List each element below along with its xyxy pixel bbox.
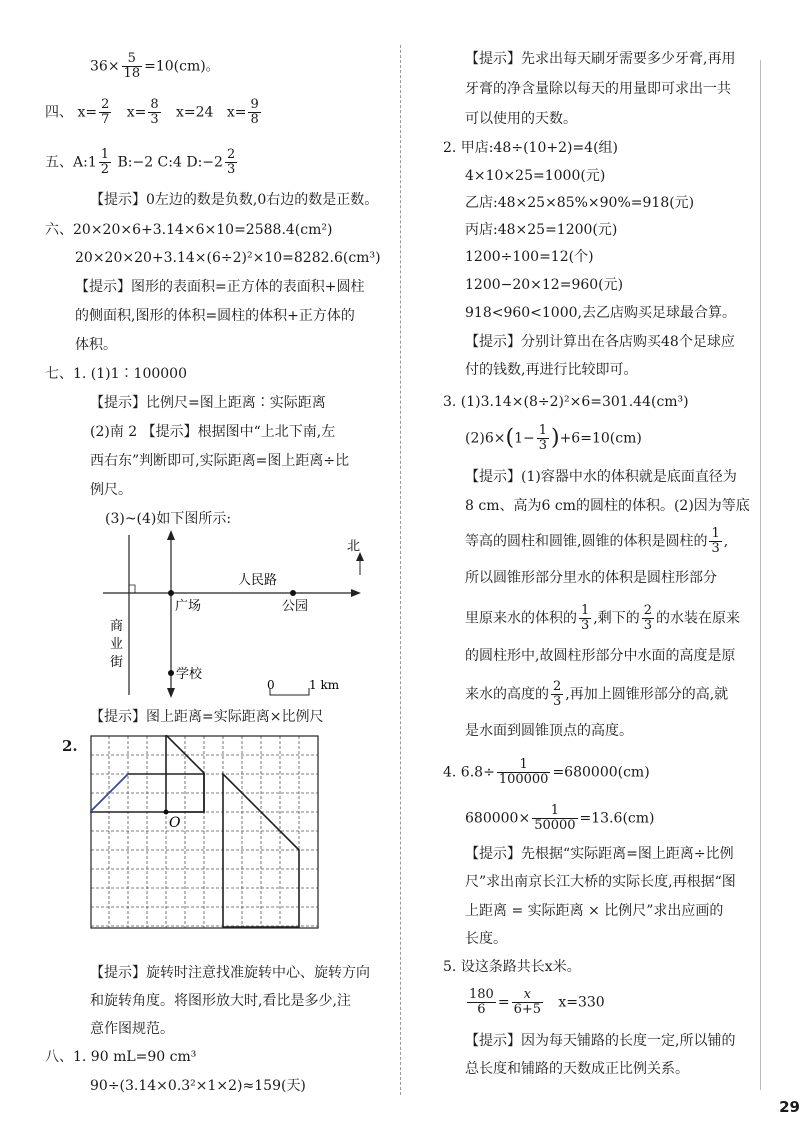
q3-line-1: 3. (1)3.14×(8÷2)²×6=301.44(cm³) <box>443 394 689 410</box>
q5-hint-2: 总长度和铺路的天数成正比例关系。 <box>465 1061 689 1077</box>
section-8-line-1: 八、1. 90 mL=90 cm³ <box>45 1049 197 1065</box>
q4-hint-1: 【提示】先根据“实际距离=图上距离÷比例 <box>465 846 734 862</box>
q4-line-1: 4. 6.8÷ $\frac{1}{100000}$ =680000(cm) <box>443 757 650 787</box>
right-angle-mark <box>129 585 135 593</box>
hint-toothpaste-1: 【提示】先求出每天刷牙需要多少牙膏,再用 <box>465 51 736 67</box>
section-5-answers: 五、A:1 $\frac{1}{2}$ B:−2 C:4 D:−2 $\frac{2}{3}$ <box>45 147 236 177</box>
grid-border <box>91 736 318 928</box>
section-7-hint-2: 【提示】图上距离=实际距离×比例尺 <box>90 709 324 725</box>
q2-line-1: 2. 甲店:48÷(10+2)=4(组) <box>443 140 619 156</box>
section-5-hint: 【提示】0左边的数是负数,0右边的数是正数。 <box>90 192 379 208</box>
origin-point <box>164 810 169 815</box>
q5-hint-1: 【提示】因为每天铺路的长度一定,所以铺的 <box>465 1033 736 1049</box>
column-divider <box>400 45 401 1095</box>
section-7-line-4: 例尺。 <box>90 482 132 498</box>
park-point <box>290 590 296 596</box>
section-4-answers: 四、 x= $\frac{2}{7}$ x= $\frac{8}{3}$ x=24 x= $\frac{9}{8}$ <box>45 97 259 127</box>
road-arrow-right <box>351 589 361 597</box>
section-7-line-3: 西右东”判断即可,实际距离=图上距离÷比 <box>90 453 350 469</box>
scale-bar <box>270 688 309 695</box>
street-label-1: 商 <box>110 619 124 634</box>
park-label: 公园 <box>282 599 309 614</box>
section-7-line-2: (2)南 2 【提示】根据图中“上北下南,左 <box>90 424 336 440</box>
q2-line-3: 乙店:48×25×85%×90%=918(元) <box>465 195 695 211</box>
question-2-hint-1: 【提示】旋转时注意找准旋转中心、旋转方向 <box>90 965 370 981</box>
section-6-hint-1: 【提示】图形的表面积=正方体的表面积+圆柱 <box>75 279 365 295</box>
section-6-line-1: 六、20×20×6+3.14×6×10=2588.4(cm²) <box>45 222 333 238</box>
page-number: 29 <box>779 1098 800 1116</box>
square-point <box>168 590 174 596</box>
q3-hint-6: 的圆柱形中,故圆柱形部分中水面的高度是原 <box>465 648 736 664</box>
section-7-line-5: (3)~(4)如下图所示: <box>105 511 232 527</box>
road-arrow-down <box>167 688 175 698</box>
question-2-label: 2. <box>62 737 78 755</box>
q2-hint-2: 付的钱数,再进行比较即可。 <box>465 362 638 378</box>
q3-hint-7: 来水的高度的 $\frac{2}{3}$ ,再加上圆锥形部分的高,就 <box>465 679 729 709</box>
rotation-grid <box>90 735 325 935</box>
road-label: 人民路 <box>238 573 278 588</box>
scale-zero: 0 <box>267 678 275 692</box>
q4-hint-2: 尺”求出南京长江大桥的实际长度,再根据“图 <box>465 874 736 890</box>
q3-hint-5: 里原来水的体积的 $\frac{1}{3}$ ,剩下的 $\frac{2}{3}$ 的水装在原来 <box>465 603 741 633</box>
q3-line-2: (2)6×(1− $\frac{1}{3}$ )+6=10(cm) <box>465 423 642 453</box>
question-2-hint-2: 和旋转角度。将图形放大时,看比是多少,注 <box>90 993 351 1009</box>
q3-hint-2: 8 cm、高为6 cm的圆柱的体积。(2)因为等底 <box>465 498 750 514</box>
q2-hint-1: 【提示】分别计算出在各店购买48个足球应 <box>465 334 735 350</box>
street-label-2: 业 <box>110 637 124 652</box>
margin-line <box>760 60 761 1090</box>
q4-hint-3: 上距离 = 实际距离 × 比例尺”求出应画的 <box>465 903 724 919</box>
hint-toothpaste-3: 可以使用的天数。 <box>465 111 577 127</box>
street-label-3: 街 <box>110 655 124 670</box>
school-point <box>168 670 174 676</box>
q3-hint-1: 【提示】(1)容器中水的体积就是底面直径为 <box>465 469 737 485</box>
q5-equation: $\frac{180}{6}$ = $\frac{x}{6+5}$ x=330 <box>469 987 605 1017</box>
map-diagram <box>95 530 395 710</box>
q3-hint-8: 是水面到圆锥顶点的高度。 <box>465 723 633 739</box>
answer-line-cm: 36× $\frac{5}{18}$ =10(cm)。 <box>90 51 220 81</box>
section-7-line-1: 七、1. (1)1∶100000 <box>45 366 187 382</box>
square-label: 广场 <box>175 599 202 614</box>
section-6-hint-3: 体积。 <box>75 337 117 353</box>
q5-line-1: 5. 设这条路共长x米。 <box>443 959 581 975</box>
q2-line-2: 4×10×25=1000(元) <box>465 168 606 184</box>
section-6-line-2: 20×20×20+3.14×(6÷2)²×10=8282.6(cm³) <box>75 250 381 266</box>
section-8-line-2: 90÷(3.14×0.3²×1×2)≈159(天) <box>90 1078 306 1094</box>
question-2-hint-3: 意作图规范。 <box>90 1021 174 1037</box>
q4-hint-4: 长度。 <box>465 931 507 947</box>
q2-line-6: 1200−20×12=960(元) <box>465 277 624 293</box>
q4-line-2: 680000× $\frac{1}{50000}$ =13.6(cm) <box>465 803 655 833</box>
q3-hint-3: 等高的圆柱和圆锥,圆锥的体积是圆柱的 $\frac{1}{3}$ , <box>465 526 729 556</box>
hint-toothpaste-2: 牙膏的净含量除以每天的用量即可求出一共 <box>465 81 731 97</box>
road-arrow-up <box>167 530 175 540</box>
north-label: 北 <box>347 539 361 554</box>
q3-hint-4: 所以圆锥形部分里水的体积是圆柱形部分 <box>465 570 717 586</box>
section-7-hint-1: 【提示】比例尺=图上距离∶实际距离 <box>90 395 326 411</box>
section-6-hint-2: 的侧面积,图形的体积=圆柱的体积+正方体的 <box>75 308 355 324</box>
q2-line-7: 918<960<1000,去乙店购买足球最合算。 <box>465 305 736 321</box>
q2-line-4: 丙店:48×25=1200(元) <box>465 222 618 238</box>
scale-km: 1 km <box>309 678 340 692</box>
q2-line-5: 1200÷100=12(个) <box>465 249 594 265</box>
school-label: 学校 <box>176 667 203 682</box>
origin-label: O <box>169 815 181 831</box>
